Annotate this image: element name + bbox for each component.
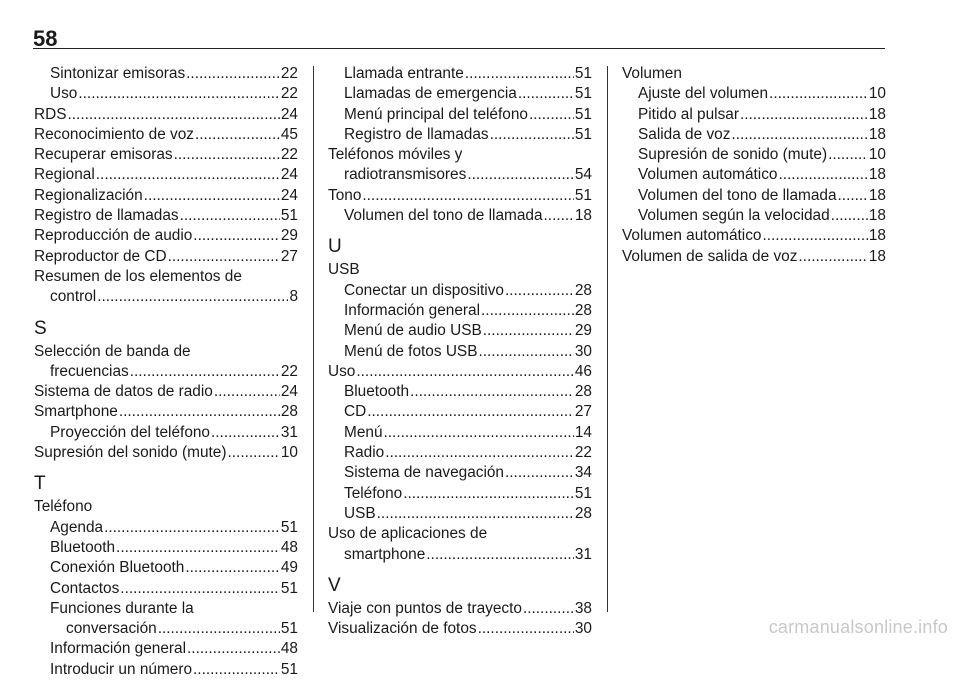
dot-leader (187, 639, 280, 659)
index-page-ref: 51 (574, 186, 592, 204)
index-page-ref: 10 (868, 146, 886, 164)
index-page-ref: 28 (574, 504, 592, 522)
index-page-ref: 8 (289, 288, 298, 306)
index-page-ref: 18 (868, 227, 886, 245)
index-entry-text: Resumen de los elementos de (34, 267, 242, 285)
index-entry-text: Selección de banda de (34, 342, 191, 360)
index-entry-label: Sistema de navegación (344, 464, 504, 482)
index-entry (622, 165, 886, 185)
dot-leader (518, 84, 574, 104)
index-page-ref: 24 (280, 166, 298, 184)
index-heading: Volumen (622, 65, 682, 82)
index-page-ref: 51 (574, 65, 592, 82)
dot-leader (831, 206, 868, 226)
index-entry-label: Volumen de salida de voz (622, 247, 798, 265)
index-entry (328, 84, 592, 104)
index-entry-label: Volumen del tono de llamada (344, 207, 543, 225)
index-entry-label: Uso (328, 362, 356, 380)
index-entry (328, 619, 592, 639)
index-entry-wrapped (34, 599, 298, 640)
index-entry-label: CD (344, 403, 367, 421)
page-number: 58 (33, 26, 58, 51)
dot-leader (186, 64, 280, 84)
index-page-ref: 49 (280, 559, 298, 577)
index-entry (34, 660, 298, 680)
index-page-ref: 24 (280, 105, 298, 123)
index-entry (328, 599, 592, 619)
index-page-ref: 31 (574, 545, 592, 563)
index-entry (34, 64, 298, 84)
dot-leader (185, 558, 280, 578)
index-entry (622, 186, 886, 206)
index-entry-label: Regionalización (34, 186, 143, 204)
dot-leader (481, 301, 574, 321)
index-page-ref: 31 (280, 423, 298, 441)
index-column-2 (328, 64, 592, 639)
dot-leader (362, 186, 574, 206)
index-page-ref: 29 (574, 322, 592, 340)
index-entry-label: Conectar un dispositivo (344, 281, 504, 299)
dot-leader (798, 247, 867, 267)
index-page-ref: 46 (574, 362, 592, 380)
dot-leader (158, 619, 280, 639)
index-page-ref: 24 (280, 383, 298, 401)
dot-leader (377, 504, 574, 524)
index-entry-label: Visualización de fotos (328, 620, 477, 638)
dot-leader (96, 165, 280, 185)
index-entry-label: Radio (344, 444, 385, 462)
index-page-ref: 28 (574, 301, 592, 319)
index-entry-label: Bluetooth (50, 538, 116, 556)
index-entry (328, 463, 592, 483)
index-entry-label: Smartphone (34, 403, 118, 421)
index-entry-label: Ajuste del volumen (638, 85, 769, 103)
index-entry (34, 84, 298, 104)
index-page-ref: 34 (574, 464, 592, 482)
index-page-ref: 51 (574, 105, 592, 123)
index-page-ref: 45 (280, 125, 298, 143)
index-entry (34, 125, 298, 145)
index-entry (328, 484, 592, 504)
index-entry (34, 145, 298, 165)
dot-leader (740, 105, 868, 125)
index-entry-label: Conexión Bluetooth (50, 559, 185, 577)
index-entry-label: Menú principal del teléfono (344, 105, 528, 123)
index-entry (328, 125, 592, 145)
column-divider-1 (313, 66, 314, 612)
index-page-ref: 51 (574, 125, 592, 143)
dot-leader (120, 579, 280, 599)
index-entry-label: Agenda (50, 518, 104, 536)
index-entry (328, 321, 592, 341)
index-entry-label: Volumen del tono de llamada (638, 186, 837, 204)
index-entry (328, 362, 592, 382)
index-entry-row (50, 619, 298, 639)
index-entry-label: Contactos (50, 579, 120, 597)
index-entry-label: USB (344, 504, 376, 522)
index-entry-label: radiotransmisores (344, 166, 467, 184)
dot-leader (490, 125, 574, 145)
index-entry (328, 402, 592, 422)
index-entry (34, 538, 298, 558)
index-entry (328, 105, 592, 125)
index-entry-label: Llamadas de emergencia (344, 85, 517, 103)
index-entry (622, 247, 886, 267)
dot-leader (544, 206, 574, 226)
header-rule (33, 48, 885, 49)
index-entry-continuation: control (50, 288, 97, 306)
dot-leader (478, 619, 574, 639)
index-entry-label: Reproductor de CD (34, 247, 167, 265)
index-entry-label: Reconocimiento de voz (34, 125, 194, 143)
index-heading: Teléfono (34, 498, 93, 516)
dot-leader (467, 165, 574, 185)
index-entry-label: Salida de voz (638, 125, 731, 143)
index-page-ref: 18 (868, 207, 886, 225)
index-letter: S (34, 317, 47, 339)
dot-leader (828, 145, 868, 165)
index-page-ref: 22 (280, 85, 298, 103)
index-entry-wrapped (34, 267, 298, 308)
index-page-ref: 51 (280, 620, 298, 638)
index-entry (328, 504, 592, 524)
dot-leader (410, 382, 574, 402)
index-entry (328, 342, 592, 362)
dot-leader (228, 443, 280, 463)
dot-leader (214, 382, 280, 402)
index-page-ref: 22 (280, 65, 298, 82)
index-entry-continuation: smartphone (344, 545, 426, 563)
dot-leader (78, 84, 280, 104)
dot-leader (465, 64, 574, 84)
index-entry (34, 186, 298, 206)
dot-leader (483, 321, 574, 341)
index-entry-label: Uso (50, 85, 78, 103)
index-entry-continuation: frecuencias (50, 362, 129, 380)
index-entry-row (34, 287, 298, 307)
dot-leader (119, 402, 280, 422)
index-entry-label: RDS (34, 105, 67, 123)
index-page-ref: 54 (574, 166, 592, 184)
index-page-ref: 51 (280, 518, 298, 536)
column-divider-2 (607, 66, 608, 612)
index-entry-label: Volumen según la velocidad (638, 207, 830, 225)
dot-leader (523, 599, 574, 619)
dot-leader (193, 660, 280, 680)
index-entry-label: Regional (34, 166, 95, 184)
index-entry (34, 226, 298, 246)
index-page-ref: 10 (280, 444, 298, 462)
index-entry (622, 226, 886, 246)
index-entry (328, 281, 592, 301)
dot-leader (180, 206, 280, 226)
watermark: carmanualsonline.info (768, 617, 948, 637)
dot-leader (356, 362, 574, 382)
index-page-ref: 30 (574, 342, 592, 360)
index-entry (34, 518, 298, 538)
index-entry-row (34, 362, 298, 382)
index-entry (34, 639, 298, 659)
index-column-1 (34, 64, 298, 680)
index-page-ref: 22 (280, 146, 298, 164)
index-entry (328, 423, 592, 443)
index-entry-label: Sistema de datos de radio (34, 383, 213, 401)
index-entry (622, 84, 886, 104)
index-entry (328, 165, 592, 185)
index-page-ref: 18 (574, 207, 592, 225)
index-entry-label: Teléfono (344, 484, 403, 502)
index-entry-row (328, 545, 592, 565)
index-entry-label: Proyección del teléfono (50, 423, 210, 441)
index-entry-wrapped (328, 524, 592, 565)
index-page-ref: 18 (868, 105, 886, 123)
dot-leader (426, 545, 574, 565)
dot-leader (778, 165, 867, 185)
index-entry-text: Uso de aplicaciones de (328, 525, 488, 543)
dot-leader (529, 105, 574, 125)
index-heading: Teléfonos móviles y (328, 146, 463, 164)
index-entry-label: Volumen automático (638, 166, 778, 184)
index-entry (34, 579, 298, 599)
index-entry-label: Registro de llamadas (344, 125, 489, 143)
index-page-ref: 29 (280, 227, 298, 245)
dot-leader (211, 423, 280, 443)
index-entry-label: Registro de llamadas (34, 207, 179, 225)
index-page-ref: 18 (868, 247, 886, 265)
index-page-ref: 30 (574, 620, 592, 638)
index-page-ref: 18 (868, 166, 886, 184)
index-entry (328, 443, 592, 463)
dot-leader (384, 423, 574, 443)
index-page-ref: 18 (868, 186, 886, 204)
index-page-ref: 10 (868, 85, 886, 103)
index-entry-label: Supresión del sonido (mute) (34, 444, 227, 462)
index-entry-label: Reproducción de audio (34, 227, 193, 245)
index-entry-wrapped (34, 342, 298, 383)
index-entry-label: Menú de audio USB (344, 322, 482, 340)
index-entry (34, 382, 298, 402)
index-page-ref: 27 (574, 403, 592, 421)
index-entry-label: Viaje con puntos de trayecto (328, 599, 522, 617)
index-entry (34, 402, 298, 422)
index-entry (34, 206, 298, 226)
index-page-ref: 18 (868, 125, 886, 143)
index-page-ref: 14 (574, 423, 592, 441)
index-letter: V (328, 574, 341, 596)
index-entry (622, 105, 886, 125)
dot-leader (68, 105, 280, 125)
dot-leader (505, 463, 574, 483)
dot-leader (385, 443, 574, 463)
index-page-ref: 51 (574, 85, 592, 103)
index-entry-label: Volumen automático (622, 227, 762, 245)
dot-leader (195, 125, 280, 145)
dot-leader (762, 226, 867, 246)
index-entry (622, 145, 886, 165)
index-entry (328, 186, 592, 206)
index-entry-label: Información general (344, 301, 481, 319)
index-page-ref: 22 (280, 362, 298, 380)
index-page-ref: 28 (574, 281, 592, 299)
index-column-3 (622, 64, 886, 267)
index-entry (34, 558, 298, 578)
dot-leader (838, 186, 868, 206)
index-entry-label: Sintonizar emisoras (50, 65, 186, 82)
index-entry (328, 64, 592, 84)
index-entry (34, 165, 298, 185)
index-entry-label: Llamada entrante (344, 65, 464, 82)
index-entry-text: Funciones durante la (50, 599, 194, 617)
index-entry (328, 382, 592, 402)
index-entry (34, 443, 298, 463)
index-letter: T (34, 473, 46, 495)
index-entry-label: Introducir un número (50, 660, 193, 678)
dot-leader (116, 538, 280, 558)
index-entry (34, 423, 298, 443)
index-entry-label: Menú de fotos USB (344, 342, 478, 360)
dot-leader (130, 362, 280, 382)
index-page-ref: 51 (280, 579, 298, 597)
index-page-ref: 27 (280, 247, 298, 265)
index-page-ref: 38 (574, 599, 592, 617)
dot-leader (505, 281, 574, 301)
index-page-ref: 28 (574, 383, 592, 401)
dot-leader (174, 145, 280, 165)
dot-leader (168, 247, 280, 267)
dot-leader (193, 226, 280, 246)
index-entry (34, 105, 298, 125)
index-heading: USB (328, 261, 360, 279)
index-page-ref: 51 (574, 484, 592, 502)
dot-leader (97, 287, 288, 307)
dot-leader (731, 125, 867, 145)
index-entry (622, 125, 886, 145)
index-entry-label: Menú (344, 423, 383, 441)
index-entry-label: Pitido al pulsar (638, 105, 739, 123)
index-page-ref: 48 (280, 640, 298, 658)
index-page-ref: 51 (280, 660, 298, 678)
dot-leader (403, 484, 574, 504)
index-entry (34, 247, 298, 267)
dot-leader (769, 84, 868, 104)
index-entry (328, 206, 592, 226)
index-page-ref: 48 (280, 538, 298, 556)
index-entry-label: Recuperar emisoras (34, 146, 173, 164)
dot-leader (144, 186, 280, 206)
index-entry (622, 206, 886, 226)
index-entry-label: Supresión de sonido (mute) (638, 146, 828, 164)
index-entry (328, 301, 592, 321)
index-page-ref: 28 (280, 403, 298, 421)
dot-leader (367, 402, 574, 422)
dot-leader (478, 342, 573, 362)
dot-leader (104, 518, 280, 538)
index-page-ref: 22 (574, 444, 592, 462)
index-page-ref: 24 (280, 186, 298, 204)
index-page-ref: 51 (280, 207, 298, 225)
index-entry-label: Tono (328, 186, 362, 204)
index-entry-label: Información general (50, 640, 187, 658)
index-entry-continuation: conversación (66, 620, 157, 638)
index-letter: U (328, 236, 342, 258)
index-entry-label: Bluetooth (344, 383, 410, 401)
